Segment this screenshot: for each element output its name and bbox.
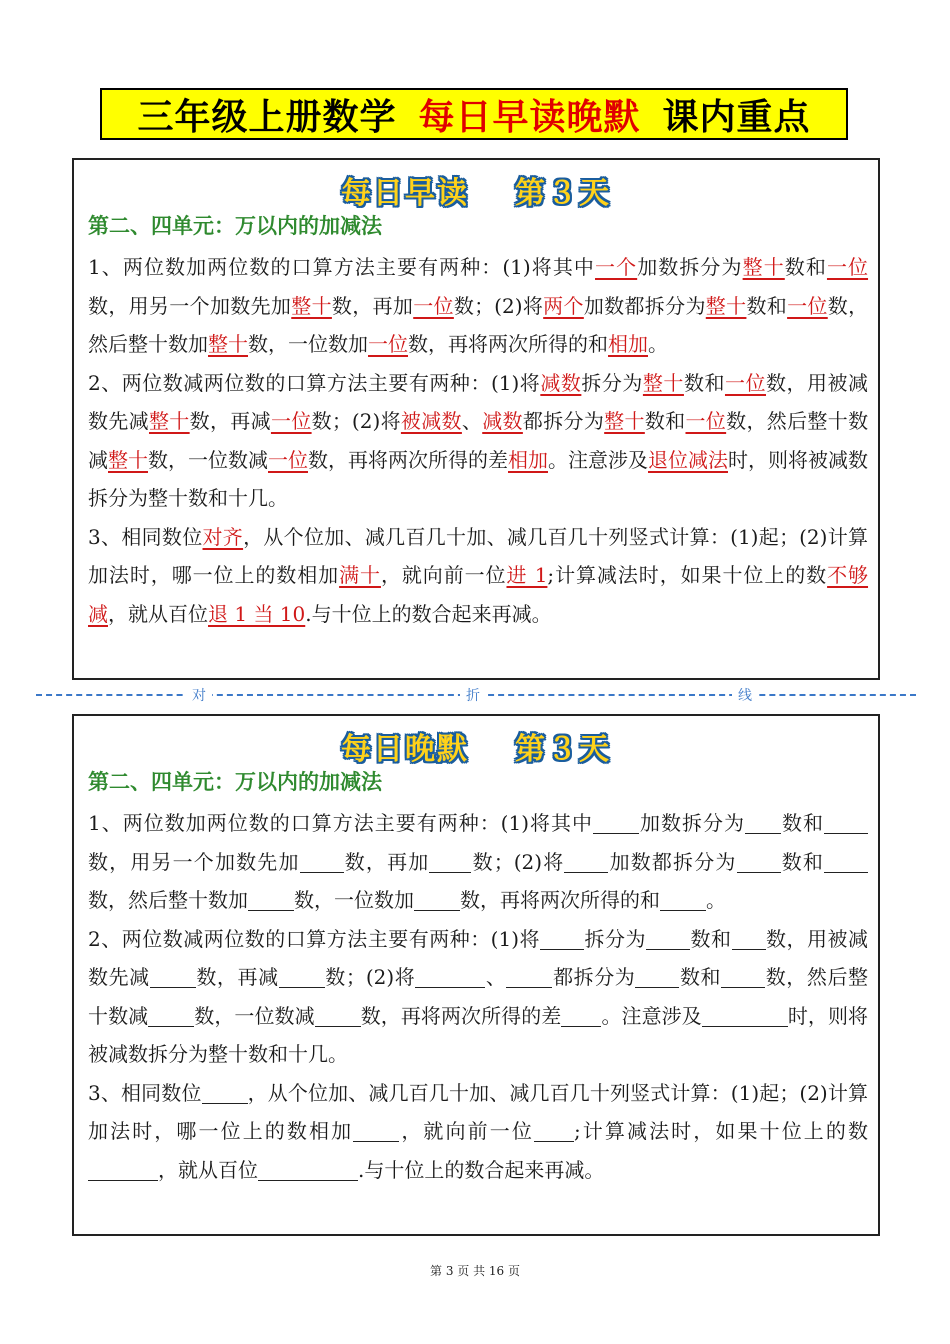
evening-heading-label: 每日晚默 (341, 732, 469, 767)
answer: 不够减 (88, 563, 869, 626)
evening-content (88, 804, 868, 1189)
blank (534, 1121, 574, 1142)
blank (702, 1006, 788, 1027)
blank (150, 967, 196, 988)
evening-unit-title: 第二、四单元：万以内的加减法 (88, 770, 382, 794)
answer: 一位 (787, 293, 828, 318)
blank (429, 852, 471, 873)
blank (258, 1160, 358, 1181)
fold-label-1: 对 (186, 685, 212, 705)
blank (635, 967, 679, 988)
answer: 减数 (482, 409, 523, 433)
blank (824, 813, 868, 834)
evening-dictation-card (72, 714, 880, 1236)
answer: 整十 (291, 293, 332, 318)
answer: 一位 (270, 409, 312, 433)
evening-heading (74, 724, 878, 768)
blank (732, 929, 766, 950)
blank (593, 813, 639, 834)
title-part2: 每日早读晚默 (418, 96, 641, 138)
answer: 整十 (108, 447, 148, 472)
blank (561, 1006, 601, 1027)
answer: 整十 (148, 409, 190, 433)
morning-heading-label: 每日早读 (341, 176, 469, 211)
blank (202, 1083, 248, 1104)
morning-content (88, 248, 868, 633)
answer: 整十 (604, 409, 645, 433)
answer: 对齐 (202, 524, 244, 549)
morning-heading (74, 168, 878, 212)
answer: 一个 (595, 255, 638, 279)
evening-paragraph-2: 2、两位数减两位数的口算方法主要有两种：(1)将 拆分为 数和 数，用被减数先减 数，再减 数；(2)将 、 都拆分为 数和 数，然后整十数减 数，一位数减 数，再将两次所得的差 。注意涉及 时，则将被减数拆分为整十数和十几。 (88, 926, 869, 1066)
page-title (100, 88, 848, 140)
answer: 整十 (705, 293, 747, 318)
answer: 一位 (685, 409, 727, 433)
answer: 整十 (208, 332, 248, 356)
morning-paragraph-1: 1、两位数加两位数的口算方法主要有两种：(1)将其中一个加数拆分为整十数和一位数，用另一个加数先加整十数，再加一位数；(2)将两个加数都拆分为整十数和一位数，然后整十数加整十数，一位数加一位数，再将两次所得的和相加。 (88, 255, 869, 356)
blank (415, 967, 485, 988)
fold-label-2: 折 (460, 685, 486, 705)
fold-label-3: 线 (732, 685, 758, 705)
morning-reading-card (72, 158, 880, 680)
evening-paragraph-1: 1、两位数加两位数的口算方法主要有两种：(1)将其中 加数拆分为 数和数，用另一个加数先加 数，再加 数；(2)将 加数都拆分为 数和数，然后整十数加 数，一位数加 数，再将两次所得的和 。 (88, 804, 868, 920)
blank (506, 967, 552, 988)
answer: 减数 (540, 370, 582, 395)
answer: 一位 (826, 255, 869, 279)
answer: 一位 (724, 370, 766, 395)
answer: 一位 (268, 447, 308, 472)
blank (564, 852, 608, 873)
answer: 退 1 当 10 (208, 601, 306, 626)
title-part1: 三年级上册数学 (137, 96, 397, 138)
blank (353, 1121, 399, 1142)
answer: 相加 (508, 447, 548, 472)
answer: 整十 (642, 370, 684, 395)
blank (300, 852, 344, 873)
answer: 一位 (368, 332, 408, 356)
blank (721, 967, 765, 988)
blank (88, 1160, 158, 1181)
blank (540, 929, 584, 950)
answer: 退位减法 (648, 447, 728, 472)
answer: 满十 (339, 563, 381, 587)
blank (745, 813, 781, 834)
blank (248, 890, 294, 911)
page-number-footer: 第 3 页 共 16 页 (430, 1264, 520, 1278)
blank (414, 890, 460, 911)
morning-day-label: 第３天 (515, 176, 611, 211)
blank (737, 852, 781, 873)
answer: 相加 (608, 332, 648, 356)
title-part3: 课内重点 (662, 96, 811, 138)
answer: 整十 (742, 255, 785, 279)
answer: 两个 (543, 293, 584, 318)
blank (279, 967, 325, 988)
answer: 被减数 (400, 409, 462, 433)
blank (148, 1006, 194, 1027)
morning-unit-title: 第二、四单元：万以内的加减法 (88, 214, 382, 238)
blank (660, 890, 706, 911)
answer: 一位 (413, 293, 454, 318)
blank (315, 1006, 361, 1027)
morning-paragraph-3: 3、相同数位对齐，从个位加、减几百几十加、减几百几十列竖式计算：(1)起；(2)计算加法时，哪一位上的数相加满十，就向前一位进 1;计算减法时，如果十位上的数不够减，就从百位退 1 当 10.与十位上的数合起来再减。 (88, 524, 869, 626)
blank (824, 852, 868, 873)
answer: 进 1 (506, 563, 548, 587)
evening-day-label: 第３天 (515, 732, 611, 767)
evening-paragraph-3: 3、相同数位 ，从个位加、减几百几十加、减几百几十列竖式计算：(1)起；(2)计算加法时，哪一位上的数相加 ，就向前一位 ;计算减法时，如果十位上的数，就从百位 .与十位上的数合起来再减。 (88, 1080, 868, 1182)
blank (646, 929, 690, 950)
morning-paragraph-2: 2、两位数减两位数的口算方法主要有两种：(1)将减数拆分为整十数和一位数，用被减数先减整十数，再减一位数；(2)将被减数、减数都拆分为整十数和一位数，然后整十数减整十数，一位数减一位数，再将两次所得的差相加。注意涉及退位减法时，则将被减数拆分为整十数和十几。 (88, 370, 869, 510)
